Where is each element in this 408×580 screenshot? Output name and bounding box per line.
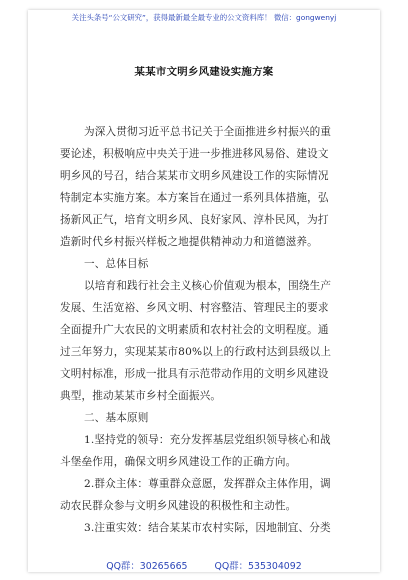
section-heading: 二、基本原则 [84,412,149,424]
paragraph-line: 3.注重实效：结合某某市农村实际，因地制宜、分类 [84,522,331,534]
paragraph-line: 文明村标准，形成一批具有示范带动作用的文明乡风建设 [60,368,329,380]
paragraph-line: 动农民群众参与文明乡风建设的积极性和主动性。 [60,500,297,512]
paragraph-line: 以培育和践行社会主义核心价值观为根本，围绕生产 [84,280,332,292]
paragraph-line: 2.群众主体：尊重群众意愿，发挥群众主体作用，调 [84,478,331,490]
paragraph-line: 明乡风的号召，结合某某市文明乡风建设工作的实际情况 [60,170,329,182]
qq-group-2[interactable]: QQ群：535304092 [214,561,302,572]
paragraph-line: 特制定本实施方案。本方案旨在通过一系列具体措施，弘 [60,192,329,204]
document-title: 某某市文明乡风建设实施方案 [134,66,274,78]
paragraph-line: 要论述，积极响应中央关于进一步推进移风易俗、建设文 [60,148,329,160]
paragraph-line: 过三年努力，实现某某市80%以上的行政村达到县级以上 [60,346,332,358]
paragraph-line: 1.坚持党的领导：充分发挥基层党组织领导核心和战 [84,434,331,446]
promo-banner[interactable]: 关注头条号“公文研究”，获得最新最全最专业的公文资料库！ 微信：gongwenyj [71,13,337,22]
paragraph-line: 斗堡垒作用，确保文明乡风建设工作的正确方向。 [60,456,297,468]
paragraph-line: 全面提升广大农民的文明素质和农村社会的文明程度。通 [60,324,329,336]
section-heading: 一、总体目标 [84,258,149,270]
qq-group-1[interactable]: QQ群：30265665 [106,561,188,572]
paragraph-line: 典型，推动某某市乡村全面振兴。 [60,390,222,402]
paragraph-line: 为深入贯彻习近平总书记关于全面推进乡村振兴的重 [84,126,332,138]
paragraph-line: 扬新风正气，培育文明乡风、良好家风、淳朴民风，为打 [60,214,329,226]
footer-contact [28,558,380,572]
paragraph-line: 造新时代乡村振兴样板之地提供精神动力和道德滋养。 [60,236,318,248]
paragraph-line: 发展、生活宽裕、乡风文明、村容整洁、管理民主的要求 [60,302,329,314]
